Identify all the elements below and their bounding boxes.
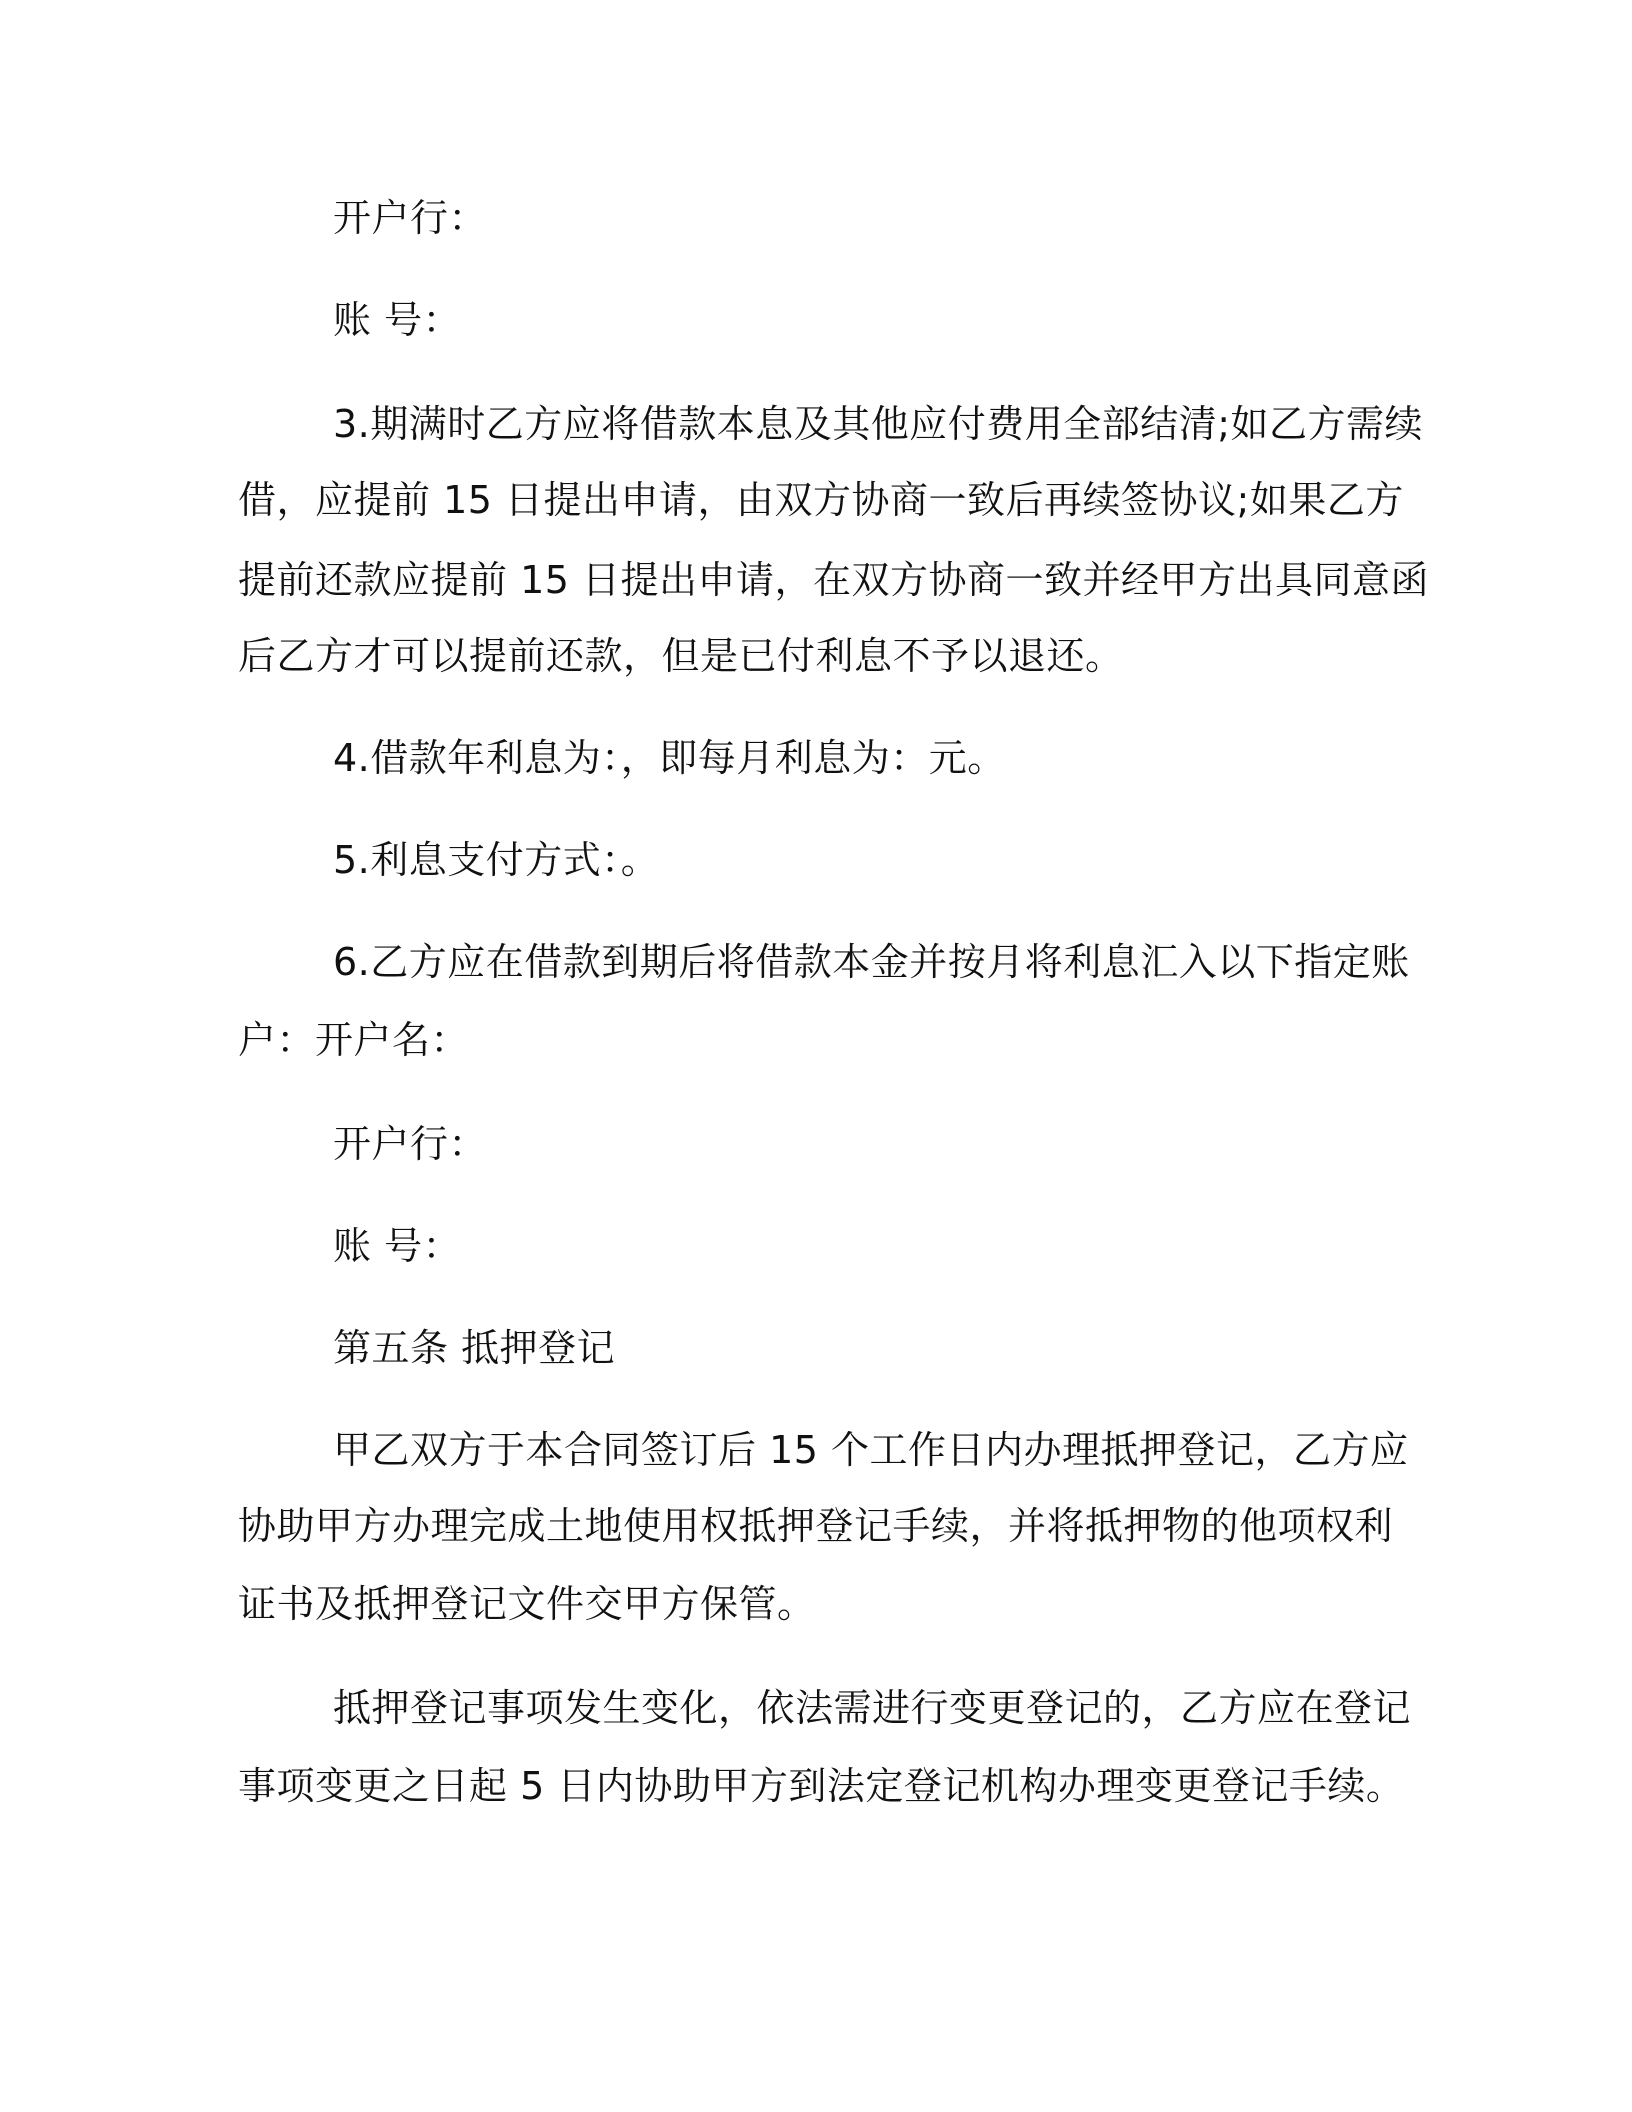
clause-3-line-3: 提前还款应提前 15 日提出申请，在双方协商一致并经甲方出具同意函 — [238, 558, 1430, 602]
clause-3-line-1: 3.期满时乙方应将借款本息及其他应付费用全部结清;如乙方需续 — [333, 402, 1424, 446]
registration-para-line-2: 协助甲方办理完成土地使用权抵押登记手续，并将抵押物的他项权利 — [238, 1504, 1394, 1548]
registration-para-line-1: 甲乙双方于本合同签订后 15 个工作日内办理抵押登记，乙方应 — [333, 1428, 1409, 1472]
account-label-2: 账 号： — [333, 1224, 462, 1268]
clause-6-line-1: 6.乙方应在借款到期后将借款本金并按月将利息汇入以下指定账 — [333, 940, 1410, 984]
clause-6-line-2: 户：开户名： — [238, 1018, 470, 1062]
article-5-heading: 第五条 抵押登记 — [333, 1326, 616, 1370]
clause-3-line-4: 后乙方才可以提前还款，但是已付利息不予以退还。 — [238, 634, 1124, 678]
bank-label-2: 开户行： — [333, 1122, 488, 1166]
change-para-line-2: 事项变更之日起 5 日内协助甲方到法定登记机构办理变更登记手续。 — [238, 1764, 1405, 1808]
account-label-1: 账 号： — [333, 298, 462, 342]
bank-label-1: 开户行： — [333, 196, 488, 240]
clause-4: 4.借款年利息为：，即每月利息为：元。 — [333, 736, 1006, 780]
change-para-line-1: 抵押登记事项发生变化，依法需进行变更登记的，乙方应在登记 — [333, 1686, 1412, 1730]
clause-5: 5.利息支付方式：。 — [333, 838, 660, 882]
clause-3-line-2: 借，应提前 15 日提出申请，由双方协商一致后再续签协议;如果乙方 — [238, 478, 1404, 522]
registration-para-line-3: 证书及抵押登记文件交甲方保管。 — [238, 1582, 816, 1626]
